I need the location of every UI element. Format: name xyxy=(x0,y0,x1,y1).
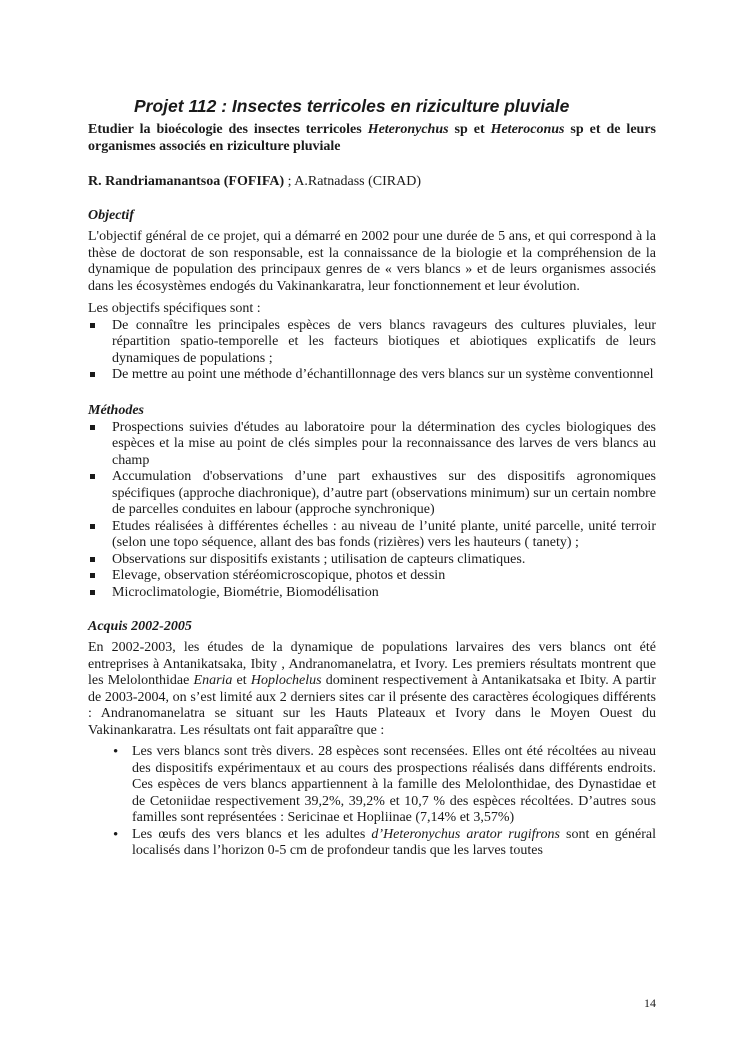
section-heading-acquis: Acquis 2002-2005 xyxy=(88,619,192,634)
species-name: d’Heteronychus arator rugifrons xyxy=(371,826,560,842)
list-item: Elevage, observation stéréomicroscopique, photos et dessin xyxy=(88,568,656,585)
objectif-paragraph: L'objectif général de ce projet, qui a démarré en 2002 pour une durée de 5 ans, et qui correspond à la thèse de doctorat de son responsable, est la connaissance de la biologie et la compréhension de la dynamique de population des principaux genres de « vers blancs » et de leurs organismes associés dans les écosystèmes endogés du Vakinankaratra, leur fonctionnement et leur évolution. xyxy=(88,229,656,294)
genus-name: Enaria xyxy=(193,673,233,688)
page-content xyxy=(88,96,656,860)
subtitle-text: sp et xyxy=(448,122,491,137)
section-heading-methodes: Méthodes xyxy=(88,402,144,418)
subtitle-text: Etudier la bioécologie des insectes terricoles xyxy=(88,122,368,137)
subtitle-text: sp et de leurs organismes associés en riziculture pluviale xyxy=(88,122,656,154)
list-item: Microclimatologie, Biométrie, Biomodélisation xyxy=(88,585,656,602)
item-text: Les œufs des vers blancs et les adultes xyxy=(132,826,372,842)
lead-author: R. Randriamanantsoa (FOFIFA) xyxy=(88,174,285,189)
specific-objectives-list xyxy=(88,318,656,384)
page-number: 14 xyxy=(644,996,656,1010)
list-item: De connaître les principales espèces de vers blancs ravageurs des cultures pluviales, leur répartition spatio-temporelle et les facteurs biotiques et abiotiques explicatifs de leurs dynamiques de populations ; xyxy=(88,318,656,368)
list-item: De mettre au point une méthode d’échantillonnage des vers blancs sur un système conventionnel xyxy=(88,367,656,384)
list-item: Etudes réalisées à différentes échelles : au niveau de l’unité plante, unité parcelle, unité terroir (selon une topo séquence, allant des bas fonds (rizières) vers les hauteurs ( tanety) ; xyxy=(88,519,656,552)
project-subtitle xyxy=(88,121,656,155)
list-item: Observations sur dispositifs existants ; utilisation de capteurs climatiques. xyxy=(88,552,656,569)
paragraph-text: dominent respectivement à Antanikatsaka et Ibity. A partir de 2003-2004, on s’est limité aux 2 derniers sites car il présente des caractères écologiques différents : Andranomanelatra se situant sur les Hauts Plateaux et Ivory dans le Moyen Ouest du Vakinankaratra. Les résultats ont fait apparaître que : xyxy=(88,673,656,738)
genus-name: Heteroconus xyxy=(490,122,565,137)
list-item xyxy=(110,827,656,860)
list-item: • Les vers blancs sont très divers. 28 espèces sont recensées. Elles ont été récoltées au niveau des dispositifs expérimentaux et au cours des prospections réalisés dans différents endroits. Ces espèces de vers blancs appartiennent à la famille des Melolonthidae, des Dynastidae et de Cetoniidae respectivement 39,2%, 39,2% et 10,7 % des espèces récoltées. D’autres sous familles sont représentées : Sericinae et Hopliinae (7,14% et 3,57%) xyxy=(110,744,656,827)
methods-list xyxy=(88,420,656,602)
specific-objectives-intro: Les objectifs spécifiques sont : xyxy=(88,301,261,316)
acquis-paragraph xyxy=(88,640,656,739)
item-text: sont en général localisés dans l’horizon 0-5 cm de profondeur tandis que les larves toutes xyxy=(132,826,657,858)
authors-line xyxy=(88,173,656,190)
genus-name: Hoplochelus xyxy=(250,673,322,688)
genus-name: Heteronychus xyxy=(367,122,449,137)
project-title: Projet 112 : Insectes terricoles en riziculture pluviale xyxy=(134,96,570,116)
list-item: Accumulation d'observations d’une part exhaustives sur des dispositifs agronomiques spécifiques (approche diachronique), d’autre part (observations minimum) sur un certain nombre de parcelles conduites en labour (approche synchronique) xyxy=(88,469,656,519)
paragraph-text: et xyxy=(232,673,251,688)
list-item: Prospections suivies d'études au laboratoire pour la détermination des cycles biologiques des espèces et la mise au point de clés simples pour la reconnaissance des larves de vers blancs au champ xyxy=(88,420,656,470)
section-heading-objectif: Objectif xyxy=(88,208,134,223)
paragraph-text: En 2002-2003, les études de la dynamique de populations larvaires des vers blancs ont été entreprises à Antanikatsaka, Ibity , Andranomanelatra, et Ivory. Les premiers résultats montrent que les Melolonthidae xyxy=(88,640,656,688)
co-authors: ; A.Ratnadass (CIRAD) xyxy=(284,174,422,189)
results-list xyxy=(110,744,656,860)
